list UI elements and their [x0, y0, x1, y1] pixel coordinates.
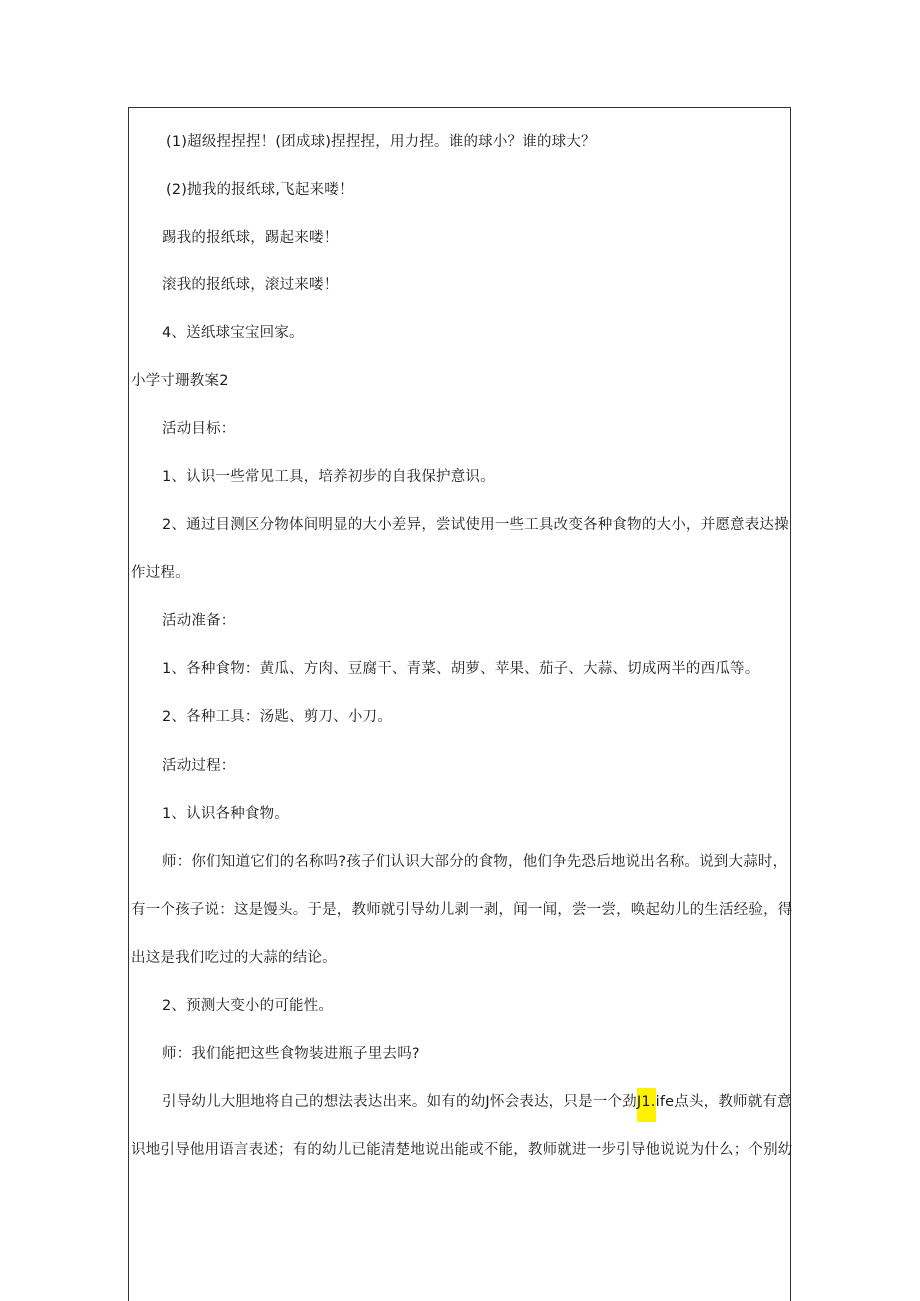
text-line-5: 4、送纸球宝宝回家。	[162, 325, 304, 341]
text-line-21-end: ife点头，教师就有意	[655, 1094, 792, 1110]
text-line-17: 有一个孩子说：这是馒头。于是，教师就引导幼儿剥一剥，闻一闻，尝一尝，唤起幼儿的生活经验，得	[131, 902, 793, 918]
text-line-12: 1、各种食物：黄瓜、方肉、豆腐干、青菜、胡萝、苹果、茄子、大蒜、切成两半的西瓜等。	[162, 661, 760, 677]
text-line-8: 1、认识一些常见工具，培养初步的自我保护意识。	[162, 469, 495, 485]
section-heading: 小学寸珊教案2	[131, 373, 229, 389]
text-line-2: (2)抛我的报纸球,飞起来喽！	[166, 182, 354, 198]
text-line-14: 活动过程：	[162, 758, 236, 774]
text-line-10: 作过程。	[131, 565, 190, 581]
highlighted-text: J1.	[637, 1088, 656, 1122]
text-line-19: 2、预测大变小的可能性。	[162, 998, 334, 1014]
text-line-22: 识地引导他用语言表述；有的幼儿已能清楚地说出能或不能，教师就进一步引导他说说为什么；个别幼	[131, 1142, 793, 1158]
text-line-3: 踢我的报纸球，踢起来喽！	[162, 230, 339, 246]
text-line-7: 活动目标：	[162, 421, 236, 437]
text-line-21	[162, 1092, 792, 1112]
text-line-20: 师：我们能把这些食物装进瓶子里去吗?	[162, 1046, 420, 1062]
text-line-13: 2、各种工具：汤匙、剪刀、小刀。	[162, 709, 392, 725]
text-line-21-start: 引导幼儿大胆地将自己的想法表达出来。如有的幼J怀会表达，只是一个劲	[162, 1094, 637, 1110]
text-line-9: 2、通过目测区分物体间明显的大小差异，尝试使用一些工具改变各种食物的大小，并愿意表达操	[162, 517, 789, 533]
text-line-4: 滚我的报纸球，滚过来喽！	[162, 277, 339, 293]
text-line-1: (1)超级捏捏捏！(团成球)捏捏捏，用力捏。谁的球小？谁的球大？	[166, 134, 596, 150]
text-line-11: 活动准备：	[162, 613, 236, 629]
text-line-18: 出这是我们吃过的大蒜的结论。	[131, 950, 337, 966]
text-line-16: 师：你们知道它们的名称吗?孩子们认识大部分的食物，他们争先恐后地说出名称。说到大蒜时，	[162, 854, 788, 870]
text-line-15: 1、认识各种食物。	[162, 806, 290, 822]
